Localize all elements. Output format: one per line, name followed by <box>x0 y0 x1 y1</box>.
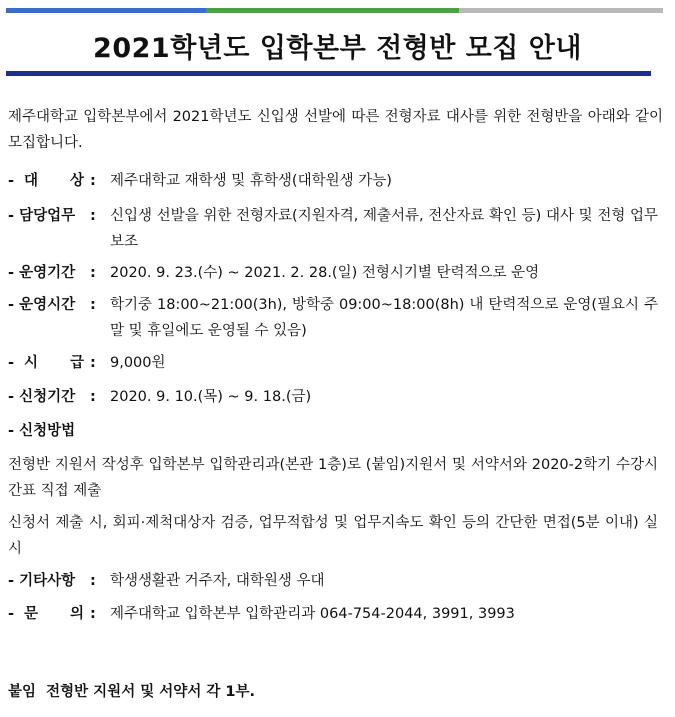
item-target-label: - 대 상 <box>8 173 84 189</box>
apply-method-paragraph-2: 신청서 제출 시, 회피·제척대상자 검증, 업무적합성 및 업무지속도 확인 등의 간단한 면접(5분 이내) 실시 <box>8 515 658 557</box>
item-hours-value: 학기중 18:00~21:00(3h), 방학중 09:00~18:00(8h) 내 탄력적으로 운영(필요시 주말 및 휴일에도 운영될 수 있음) <box>110 297 658 339</box>
item-period: - 운영기간 : 2020. 9. 23.(수) ~ 2021. 2. 28.(일) 전형시기별 탄력적으로 운영 <box>8 260 658 286</box>
page-title: 2021학년도 입학본부 전형반 모집 안내 <box>93 33 582 64</box>
intro-paragraph: 제주대학교 입학본부에서 2021학년도 신입생 선발에 따른 전형자료 대사를 위한 전형반을 아래와 같이 모집합니다. <box>8 109 663 151</box>
item-wage-value: 9,000원 <box>110 355 166 371</box>
item-hours: - 운영시간 : 학기중 18:00~21:00(3h), 방학중 09:00~18:00(8h) 내 탄력적으로 운영(필요시 주말 및 휴일에도 운영될 수 있음) <box>8 292 658 344</box>
item-other-value: 학생생활관 거주자, 대학원생 우대 <box>110 573 325 589</box>
apply-method-paragraph-1: 전형반 지원서 작성후 입학본부 입학관리과(본관 1층)로 (붙임)지원서 및 서약서와 2020-2학기 수강시간표 직접 제출 <box>8 457 658 499</box>
item-period-value: 2020. 9. 23.(수) ~ 2021. 2. 28.(일) 전형시기별 탄력적으로 운영 <box>110 265 540 281</box>
top-bar-green <box>206 8 459 13</box>
item-duty: - 담당업무 : 신입생 선발을 위한 전형자료(지원자격, 제출서류, 전산자료 확인 등) 대사 및 전형 업무보조 <box>8 203 658 255</box>
item-contact-value: 제주대학교 입학본부 입학관리과 064-754-2044, 3991, 3993 <box>110 606 515 622</box>
top-bar-gray <box>459 8 663 13</box>
item-apply-method <box>8 418 90 444</box>
item-apply-period-label: - 신청기간 <box>8 389 76 405</box>
item-contact: - 문 의 : 제주대학교 입학본부 입학관리과 064-754-2044, 3991, 3993 <box>8 601 658 627</box>
item-duty-value: 신입생 선발을 위한 전형자료(지원자격, 제출서류, 전산자료 확인 등) 대사 및 전형 업무보조 <box>110 208 658 250</box>
top-color-bar <box>6 8 663 13</box>
item-other-label: - 기타사항 <box>8 573 76 589</box>
item-hours-label: - 운영시간 <box>8 297 76 313</box>
item-wage: - 시 급 : 9,000원 <box>8 350 658 376</box>
item-contact-label: - 문 의 <box>8 606 84 622</box>
item-wage-label: - 시 급 <box>8 355 84 371</box>
item-apply-method-label: - 신청방법 <box>8 423 76 439</box>
item-apply-period-value: 2020. 9. 10.(목) ~ 9. 18.(금) <box>110 389 312 405</box>
item-target-value: 제주대학교 재학생 및 휴학생(대학원생 가능) <box>110 173 392 189</box>
item-period-label: - 운영기간 <box>8 265 76 281</box>
title-underline <box>6 71 651 76</box>
item-apply-period: - 신청기간 : 2020. 9. 10.(목) ~ 9. 18.(금) <box>8 384 658 410</box>
attachment-note: 붙임 전형반 지원서 및 서약서 각 1부. <box>8 684 256 700</box>
item-other: - 기타사항 : 학생생활관 거주자, 대학원생 우대 <box>8 568 658 594</box>
item-target: - 대 상 : 제주대학교 재학생 및 휴학생(대학원생 가능) <box>8 168 658 194</box>
item-duty-label: - 담당업무 <box>8 208 76 224</box>
top-bar-blue <box>6 8 206 13</box>
